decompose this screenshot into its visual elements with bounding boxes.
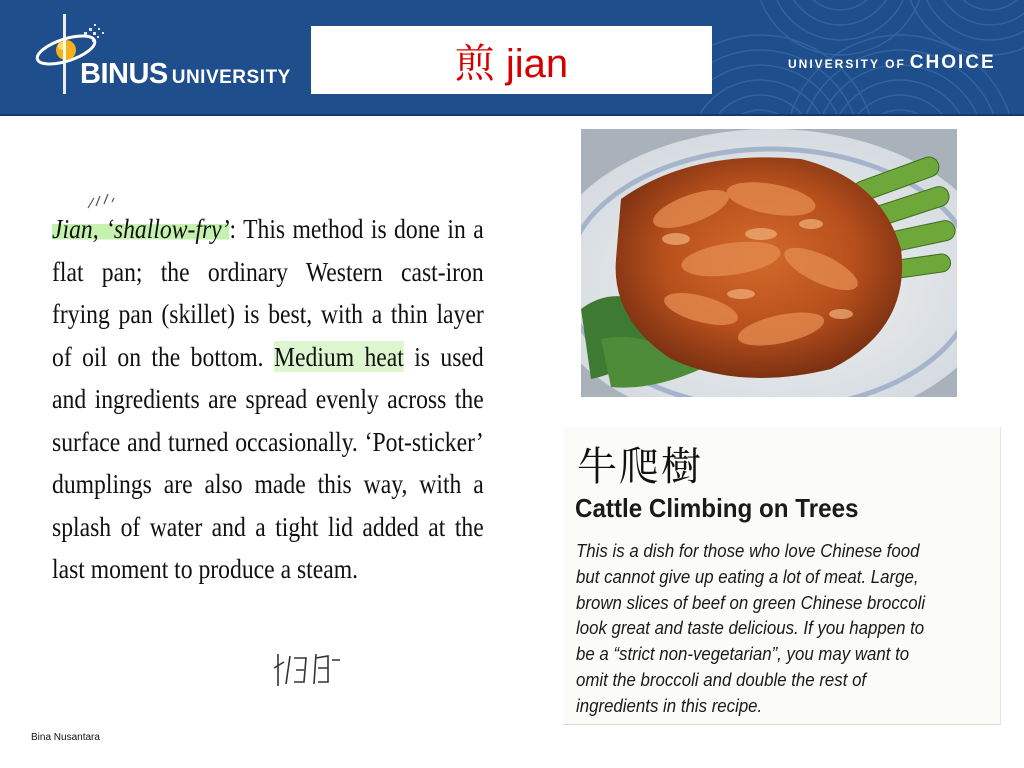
logo-brand: BINUS [80,58,168,90]
recipe-card [563,427,1001,725]
term-jian: Jian, ‘shallow-fry’ [52,213,230,244]
slide-title: 煎 jian [454,41,569,86]
recipe-line: brown slices of beef on green Chinese broccoli [576,591,926,613]
header-banner [0,0,1024,116]
logo-wordmark [80,58,291,91]
recipe-line: be a “strict non-vegetarian”, you may want to [576,643,910,665]
tagline-word: CHOICE [909,52,996,73]
beef-dish-image [581,129,957,397]
banner-border [0,114,1024,116]
textbook-paragraph [52,208,484,591]
title-box [311,26,712,94]
recipe-description [576,538,976,719]
recipe-line: look great and taste delicious. If you happen to [576,617,925,639]
recipe-chinese-title: 牛爬樹 [577,444,703,490]
binus-logo[interactable] [32,14,302,98]
tagline [788,52,996,74]
logo-university: UNIVERSITY [171,67,291,88]
recipe-line: but cannot give up eating a lot of meat. Large, [576,565,919,587]
recipe-line: This is a dish for those who love Chinese food [576,540,920,561]
handwritten-note [272,648,344,688]
footer-author: Bina Nusantara [31,732,100,743]
paragraph-part-1: : This method is done in a flat pan; the ordinary Western cast-iron frying pan (skillet) is best, with a thin layer of oil on the bottom. [52,213,484,372]
medium-heat-highlight: Medium heat [273,340,404,372]
tagline-prefix: UNIVERSITY OF [788,57,906,71]
recipe-english-title: Cattle Climbing on Trees [575,493,859,523]
paragraph-part-2: is used and ingredients are spread evenly across the surface and turned occasionally. ‘Pot-sticker’ dumplings are also made this way, with a splash of water and a tight lid added at the last moment to produce a steam. [52,340,484,584]
recipe-line: ingredients in this recipe. [576,694,763,716]
food-photo [581,129,957,397]
recipe-line: omit the broccoli and double the rest of [576,668,867,690]
